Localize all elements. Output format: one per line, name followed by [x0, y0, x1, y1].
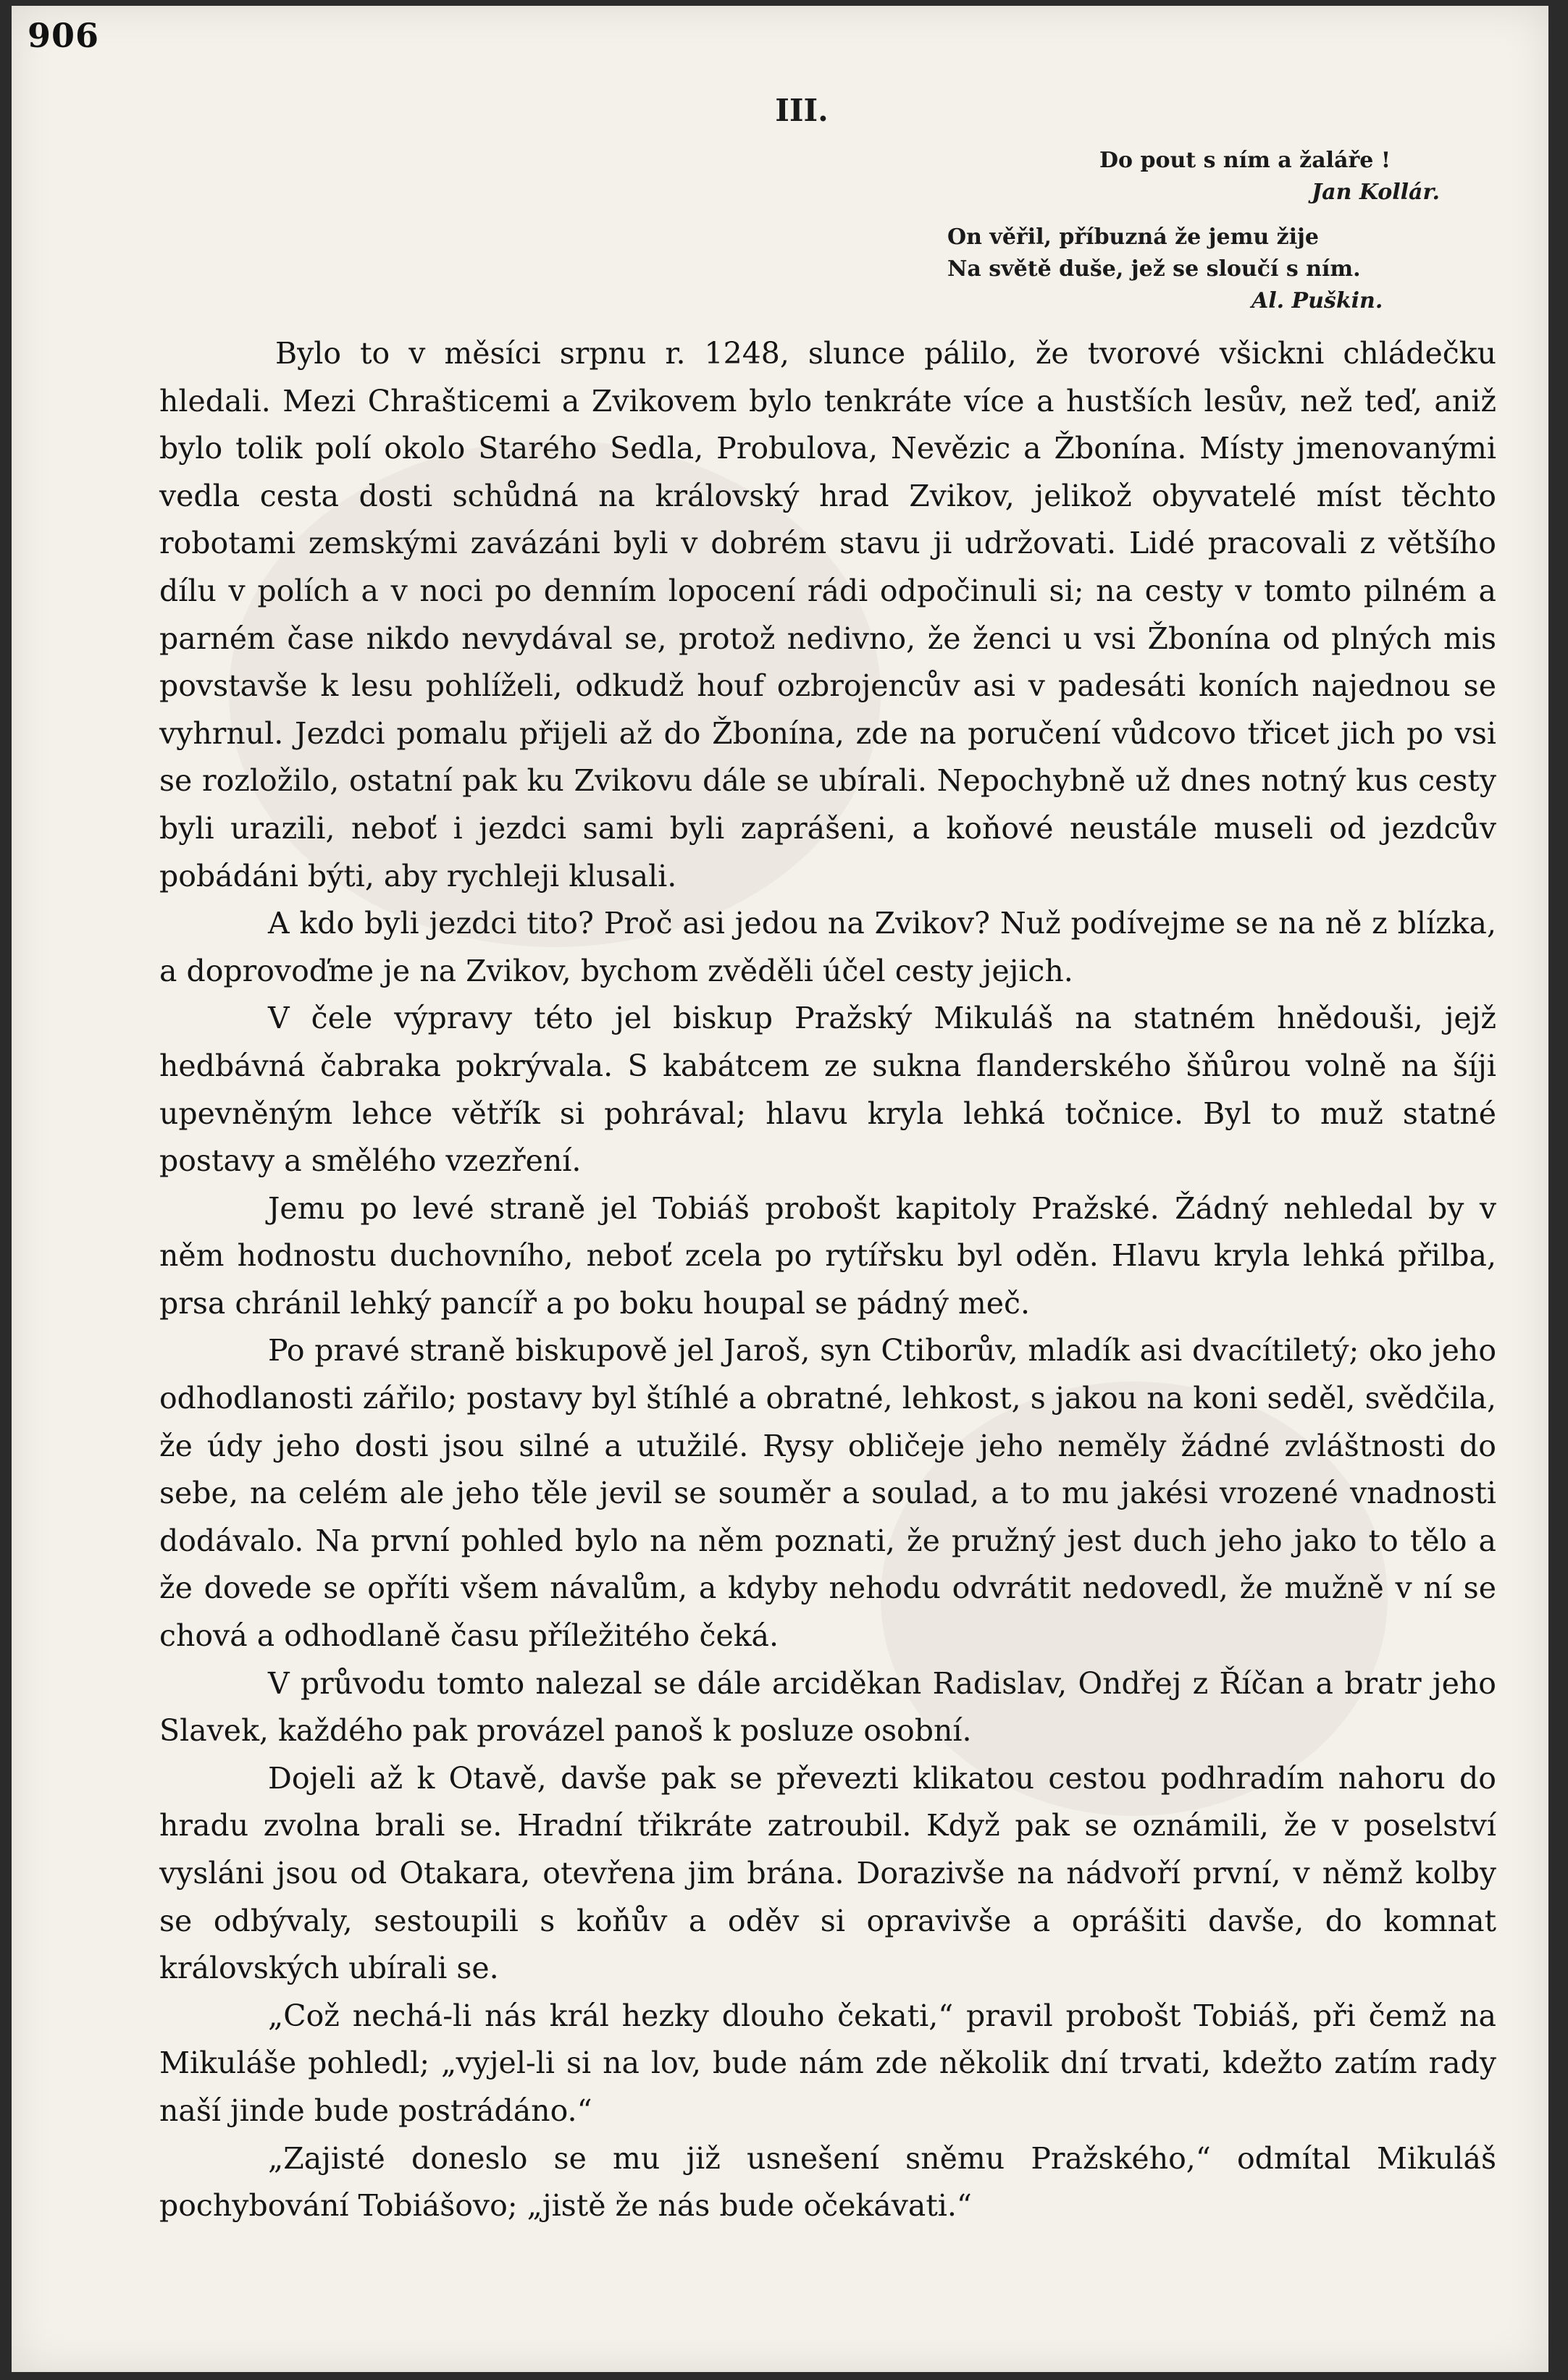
page-number: 906 [28, 16, 100, 55]
epigraph-line: Do pout s ním a žaláře ! [1099, 148, 1391, 173]
epigraph [947, 145, 1469, 209]
paragraph: V čele výpravy této jel biskup Pražský Mikuláš na statném hnědouši, jejž hedbávná čabraka pokrývala. S kabátcem ze sukna flanderského šňůrou volně na šíji upevněným lehce větřík si pohrával; hlavu kryla lehká točnice. Byl to muž statné postavy a smělého vzezření. [159, 1001, 1496, 1179]
chapter-heading: III. [775, 93, 829, 128]
epigraphs [947, 145, 1469, 330]
paragraph: Po pravé straně biskupově jel Jaroš, syn Ctiborův, mladík asi dvacítiletý; oko jeho odhodlanosti zářilo; postavy byl štíhlé a obratné, lehkost, s jakou na koni seděl, svědčila, že údy jeho dosti jsou silné a utužilé. Rysy obličeje jeho neměly žádné zvláštnosti do sebe, na celém ale jeho těle jevil se souměr a soulad, a to mu jakési vrozené vnadnosti dodávalo. Na první pohled bylo na něm poznati, že pružný jest duch jeho jako to tělo a že dovede se opříti všem návalům, a kdyby nehodu odvrátit nedovedl, že mužně v ní se chová a odhodlaně času příležitého čeká. [159, 1333, 1496, 1654]
epigraph-author: Al. Puškin. [1252, 288, 1383, 314]
paragraph: „Zajisté doneslo se mu již usnešení sněmu Pražského,“ odmítal Mikuláš pochybování Tobiášovo; „jistě že nás bude očekávati.“ [159, 2140, 1496, 2224]
paragraph: „Což nechá-li nás král hezky dlouho čekati,“ pravil probošt Tobiáš, při čemž na Mikuláše pohledl; „vyjel-li si na lov, bude nám zde několik dní trvati, kdežto zatím rady naší jinde bude postrádáno.“ [159, 1998, 1496, 2128]
paragraph: V průvodu tomto nalezal se dále arciděkan Radislav, Ondřej z Říčan a bratr jeho Slavek, každého pak provázel panoš k posluze osobní. [159, 1665, 1496, 1749]
epigraph-author: Jan Kollár. [1311, 180, 1440, 205]
paragraph: Bylo to v měsíci srpnu r. 1248, slunce pálilo, že tvorové všickni chládečku hledali. Mezi Chrašticemi a Zvikovem bylo tenkráte více a hustších lesův, než teď, aniž bylo tolik polí okolo Starého Sedla, Probulova, Nevězic a Žbonína. Místy jmenovanými vedla cesta dosti schůdná na královský hrad Zvikov, jelikož obyvatelé míst těchto robotami zemskými zavázáni byli v dobrém stavu ji udržovati. Lidé pracovali z většího dílu v polích a v noci po denním lopocení rádi odpočinuli si; na cesty v tomto pilném a parném čase nikdo nevydával se, protož nedivno, že ženci u vsi Žbonína od plných mis povstavše k lesu pohlíželi, odkudž houf ozbrojencův asi v padesáti koních najednou se vyhrnul. Jezdci pomalu přijeli až do Žbonína, zde na poručení vůdcovo třicet jich po vsi se rozložilo, ostatní pak ku Zvikovu dále se ubírali. Nepochybně už dnes notný kus cesty byli urazili, neboť i jezdci sami byli zaprášeni, a koňové neustále museli od jezdcův pobádáni býti, aby rychleji klusali. [159, 336, 1496, 893]
epigraph-line: Na světě duše, jež se sloučí s ním. [947, 256, 1361, 282]
body-text [159, 330, 1496, 2230]
paragraph: Jemu po levé straně jel Tobiáš probošt kapitoly Pražské. Žádný nehledal by v něm hodnostu duchovního, neboť zcela po rytířsku byl oděn. Hlavu kryla lehká přilba, prsa chránil lehký pancíř a po boku houpal se pádný meč. [159, 1190, 1496, 1321]
paragraph: A kdo byli jezdci tito? Proč asi jedou na Zvikov? Nuž podívejme se na ně z blízka, a doprovoďme je na Zvikov, bychom zvěděli účel cesty jejich. [159, 906, 1496, 988]
paragraph: Dojeli až k Otavě, davše pak se převezti klikatou cestou podhradím nahoru do hradu zvolna brali se. Hradní třikráte zatroubil. Když pak se oznámili, že v poselství vysláni jsou od Otakara, otevřena jim brána. Dorazivše na nádvoří první, v němž kolby se odbývaly, sestoupili s koňův a oděv si opravivše a oprášiti davše, do komnat královských ubírali se. [159, 1760, 1496, 1986]
book-page [12, 6, 1548, 2372]
epigraph [947, 222, 1469, 317]
epigraph-line: On věřil, příbuzná že jemu žije [947, 224, 1319, 250]
